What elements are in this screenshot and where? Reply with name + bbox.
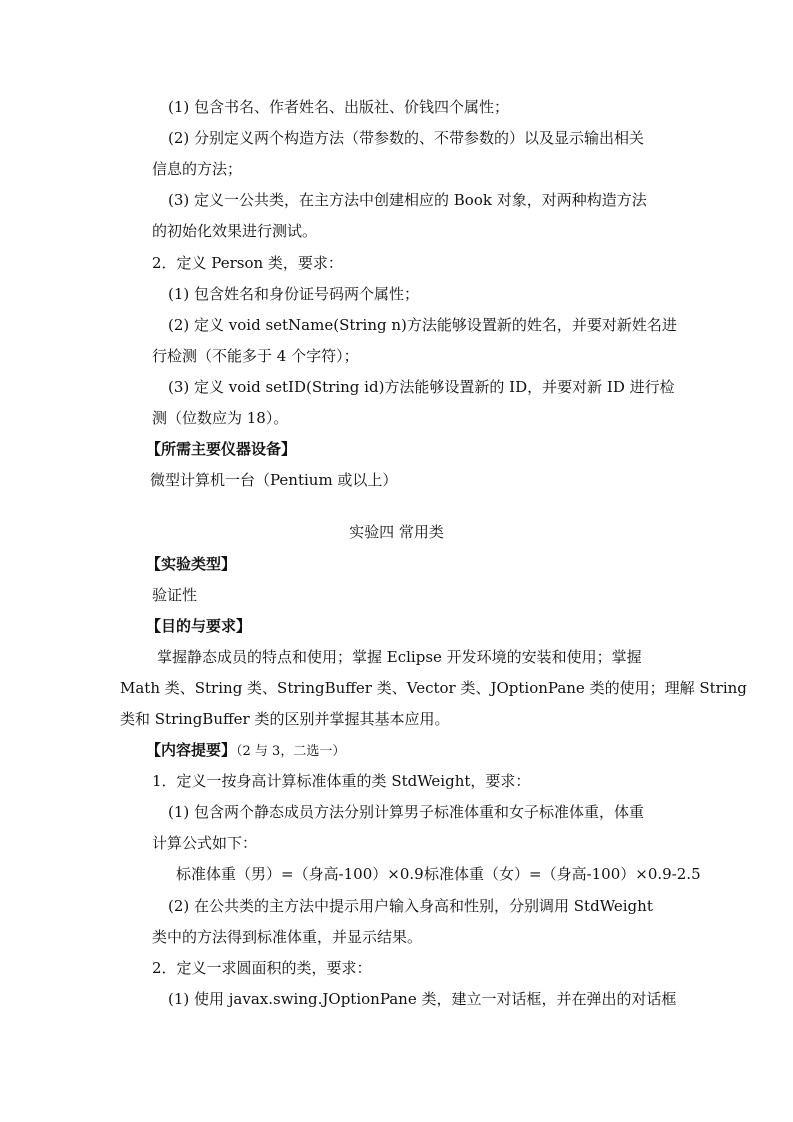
circle-heading: 2．定义一求圆面积的类，要求： <box>152 959 372 977</box>
objectives-heading: 【目的与要求】 <box>146 617 252 635</box>
stdweight-item-2: (2) 在公共类的主方法中提示用户输入身高和性别，分别调用 StdWeight <box>168 897 653 915</box>
stdweight-item-1: (1) 包含两个静态成员方法分别计算男子标准体重和女子标准体重，体重 <box>168 803 645 821</box>
content-heading: 【内容提要】 <box>146 741 237 759</box>
content-note: （2 与 3，二选一） <box>236 744 346 759</box>
formula-female: 标准体重（女）=（身高-100）×0.9-2.5 <box>424 865 701 883</box>
person-item-2: (2) 定义 void setName(String n)方法能够设置新的姓名，并要对新姓名进 <box>168 316 677 334</box>
book-item-3-cont: 的初始化效果进行测试。 <box>152 222 318 240</box>
content-heading-row <box>146 740 345 762</box>
section-title: 实验四 常用类 <box>349 523 444 541</box>
stdweight-heading: 1．定义一按身高计算标准体重的类 StdWeight，要求： <box>152 772 531 790</box>
experiment-type-text: 验证性 <box>152 586 198 604</box>
person-item-3: (3) 定义 void setID(String id)方法能够设置新的 ID，并要对新 ID 进行检 <box>168 378 675 396</box>
person-item-2-cont: 行检测（不能多于 4 个字符）； <box>152 347 359 365</box>
person-heading: 2．定义 Person 类，要求： <box>152 254 343 272</box>
person-item-1: (1) 包含姓名和身份证号码两个属性； <box>168 285 420 303</box>
book-item-1: (1) 包含书名、作者姓名、出版社、价钱四个属性； <box>168 98 510 116</box>
objectives-line-3: 类和 StringBuffer 类的区别并掌握其基本应用。 <box>120 710 450 728</box>
book-item-2: (2) 分别定义两个构造方法（带参数的、不带参数的）以及显示输出相关 <box>168 129 645 147</box>
equipment-heading: 【所需主要仪器设备】 <box>146 440 297 458</box>
stdweight-item-1-cont: 计算公式如下： <box>152 834 258 852</box>
experiment-type-heading: 【实验类型】 <box>146 555 237 573</box>
person-item-3-cont: 测（位数应为 18）。 <box>152 409 289 427</box>
equipment-text: 微型计算机一台（Pentium 或以上） <box>150 471 398 489</box>
objectives-line-2: Math 类、String 类、StringBuffer 类、Vector 类、JOptionPane 类的使用；理解 String <box>120 679 747 697</box>
objectives-line-1: 掌握静态成员的特点和使用；掌握 Eclipse 开发环境的安装和使用；掌握 <box>157 648 642 666</box>
stdweight-item-2-cont: 类中的方法得到标准体重，并显示结果。 <box>152 928 423 946</box>
book-item-3: (3) 定义一公共类，在主方法中创建相应的 Book 对象，对两种构造方法 <box>168 191 647 209</box>
book-item-2-cont: 信息的方法； <box>152 160 243 178</box>
formula-male: 标准体重（男）=（身高-100）×0.9 <box>176 865 424 883</box>
circle-item-1: (1) 使用 javax.swing.JOptionPane 类，建立一对话框，并在弹出的对话框 <box>168 990 677 1008</box>
